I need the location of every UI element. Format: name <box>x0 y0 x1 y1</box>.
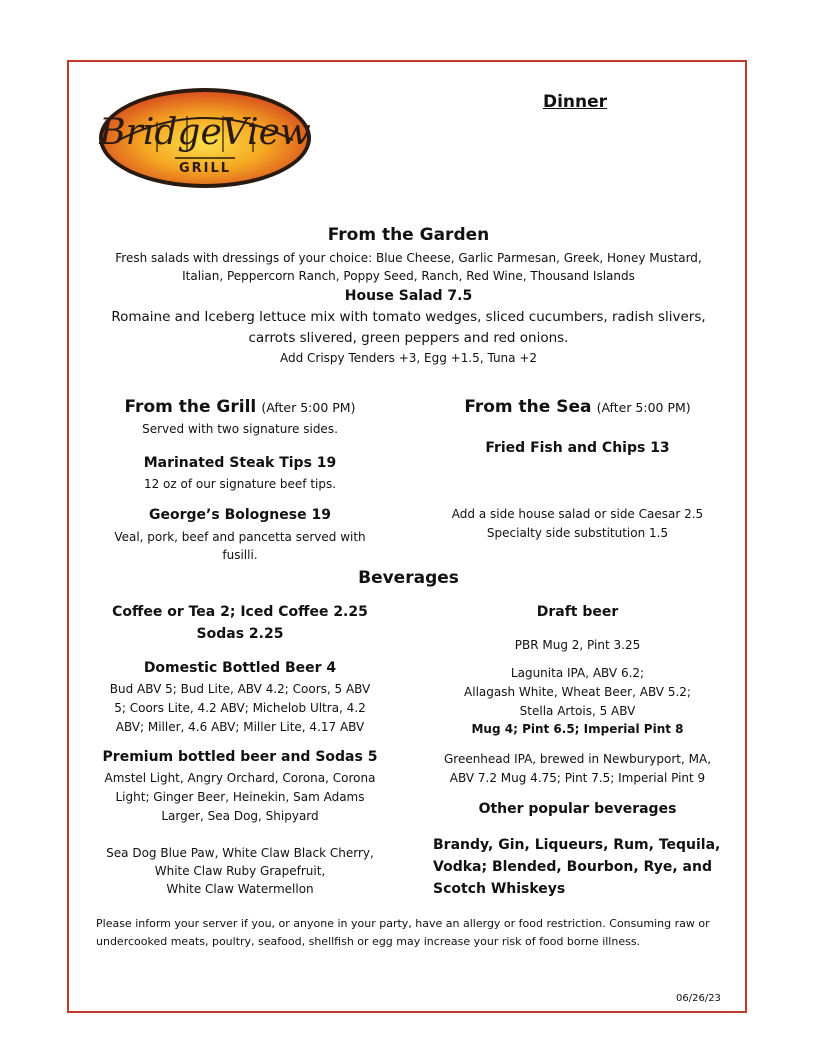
svg-text:BridgeView: BridgeView <box>99 112 311 153</box>
draft-prices: Mug 4; Pint 6.5; Imperial Pint 8 <box>471 722 684 736</box>
grill-hours: (After 5:00 PM) <box>261 400 356 415</box>
sea-side-1: Add a side house salad or side Caesar 2.5 <box>451 507 704 521</box>
svg-text:GRILL: GRILL <box>178 161 232 176</box>
draft-3: Stella Artois, 5 ABV <box>519 704 636 718</box>
menu-title: Dinner <box>542 92 608 112</box>
sodas-line: Sodas 2.25 <box>196 626 284 642</box>
allergy-notice <box>96 915 726 951</box>
draft-1: Lagunita IPA, ABV 6.2; <box>510 666 645 680</box>
allergy-notice-1: Please inform your server if you, or anyone in your party, have an allergy or food restriction. Consuming raw or <box>96 917 710 930</box>
house-salad-desc-1: Romaine and Iceberg lettuce mix with tomato wedges, sliced cucumbers, radish slivers, <box>111 309 706 325</box>
draft-beer-title: Draft beer <box>536 604 619 620</box>
steak-tips-title: Marinated Steak Tips 19 <box>143 455 337 471</box>
premium-beer-2: Light; Ginger Beer, Heinekin, Sam Adams <box>115 790 365 804</box>
grill-section-title: From the Grill <box>124 397 257 417</box>
sea-hours: (After 5:00 PM) <box>596 400 691 415</box>
fish-chips-title: Fried Fish and Chips 13 <box>485 440 670 456</box>
grill-heading <box>90 397 390 417</box>
greenhead-2: ABV 7.2 Mug 4.75; Pint 7.5; Imperial Pint 9 <box>449 771 706 785</box>
beverages-section-title: Beverages <box>358 568 459 588</box>
coffee-tea-line: Coffee or Tea 2; Iced Coffee 2.25 <box>112 604 368 620</box>
dressings-line-1: Fresh salads with dressings of your choice: Blue Cheese, Garlic Parmesan, Greek, Honey Mustard, <box>115 251 702 265</box>
salad-addons: Add Crispy Tenders +3, Egg +1.5, Tuna +2 <box>279 351 538 365</box>
bolognese-desc-2: fusilli. <box>222 548 258 562</box>
greenhead-1: Greenhead IPA, brewed in Newburyport, MA, <box>443 752 712 766</box>
domestic-beer-3: ABV; Miller, 4.6 ABV; Miller Lite, 4.17 ABV <box>115 720 365 734</box>
other-beverages-title: Other popular beverages <box>478 801 677 817</box>
steak-tips-desc: 12 oz of our signature beef tips. <box>143 477 337 491</box>
menu-date: 06/26/23 <box>676 993 721 1004</box>
bridgeview-grill-logo <box>97 86 313 190</box>
premium-beer-1: Amstel Light, Angry Orchard, Corona, Corona <box>104 771 376 785</box>
other-beverages-1: Brandy, Gin, Liqueurs, Rum, Tequila, <box>433 837 721 853</box>
seltzer-3: White Claw Watermellon <box>166 882 314 896</box>
grill-note: Served with two signature sides. <box>142 422 338 436</box>
sea-heading <box>425 397 730 417</box>
sea-section-title: From the Sea <box>464 397 592 417</box>
seltzer-2: White Claw Ruby Grapefruit, <box>154 864 326 878</box>
seltzer-1: Sea Dog Blue Paw, White Claw Black Cherry, <box>106 846 374 860</box>
allergy-notice-2: undercooked meats, poultry, seafood, shellfish or egg may increase your risk of food borne illness. <box>96 935 641 948</box>
premium-beer-3: Larger, Sea Dog, Shipyard <box>161 809 319 823</box>
pbr-line: PBR Mug 2, Pint 3.25 <box>514 638 641 652</box>
sea-side-2: Specialty side substitution 1.5 <box>486 526 669 540</box>
other-beverages-2: Vodka; Blended, Bourbon, Rye, and <box>433 859 712 875</box>
draft-2: Allagash White, Wheat Beer, ABV 5.2; <box>464 685 691 699</box>
house-salad-desc-2: carrots slivered, green peppers and red onions. <box>248 330 569 346</box>
house-salad-title: House Salad 7.5 <box>344 288 473 304</box>
other-beverages-3: Scotch Whiskeys <box>433 881 566 897</box>
domestic-beer-1: Bud ABV 5; Bud Lite, ABV 4.2; Coors, 5 ABV <box>109 682 371 696</box>
garden-section-title: From the Garden <box>327 225 490 245</box>
bolognese-title: George’s Bolognese 19 <box>149 507 331 523</box>
dressings-line-2: Italian, Peppercorn Ranch, Poppy Seed, Ranch, Red Wine, Thousand Islands <box>182 269 635 283</box>
domestic-beer-2: 5; Coors Lite, 4.2 ABV; Michelob Ultra, 4.2 <box>114 701 366 715</box>
domestic-beer-title: Domestic Bottled Beer 4 <box>143 660 337 676</box>
premium-beer-title: Premium bottled beer and Sodas 5 <box>102 749 378 765</box>
bolognese-desc-1: Veal, pork, beef and pancetta served with <box>114 530 366 544</box>
